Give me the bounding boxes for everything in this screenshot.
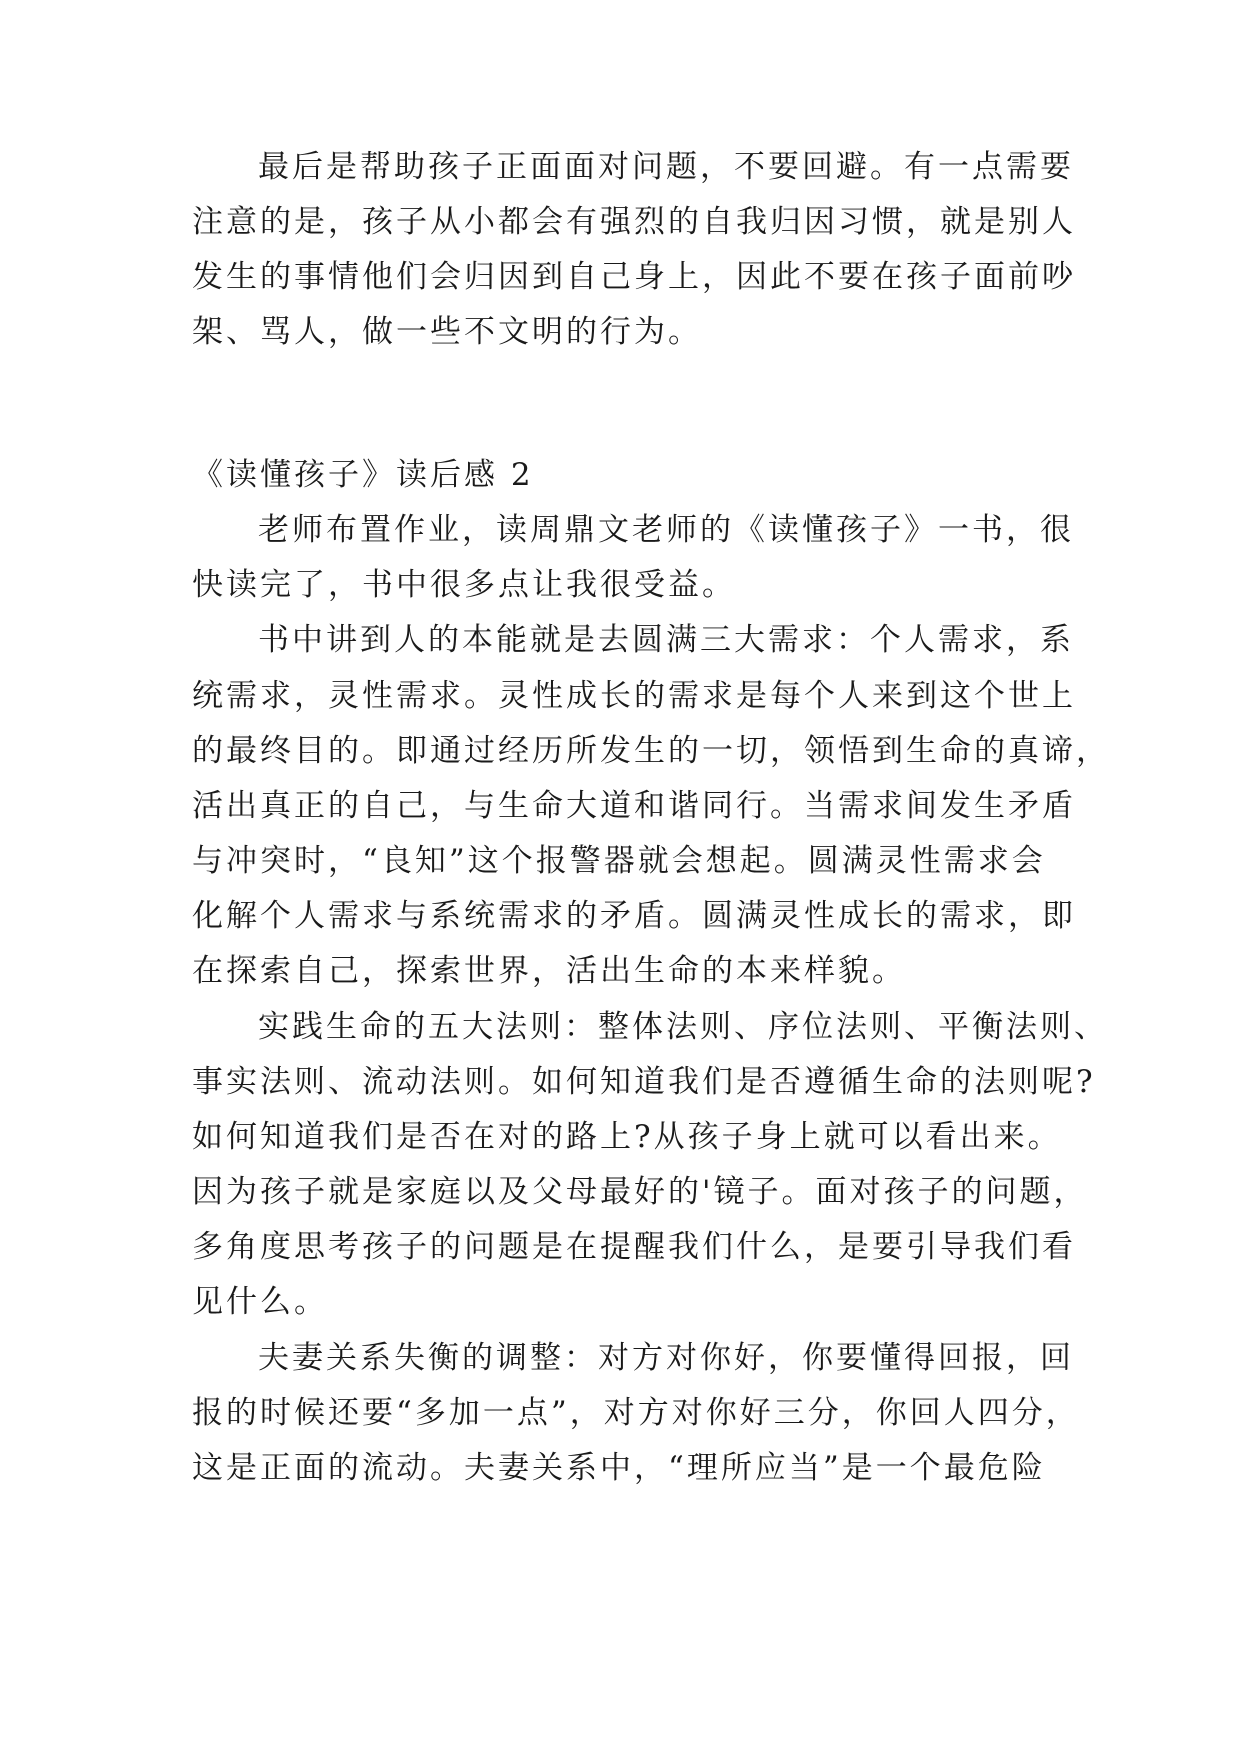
- section-heading: 《读懂孩子》读后感 2: [192, 457, 534, 493]
- paragraph-line: 老师布置作业，读周鼎文老师的《读懂孩子》一书，很: [258, 512, 1074, 548]
- paragraph-line: 见什么。: [192, 1284, 328, 1320]
- paragraph-line: 报的时候还要“多加一点”，对方对你好三分，你回人四分，: [192, 1395, 1080, 1431]
- paragraph-line: 实践生命的五大法则：整体法则、序位法则、平衡法则、: [258, 1009, 1108, 1045]
- paragraph-line: 夫妻关系失衡的调整：对方对你好，你要懂得回报，回: [258, 1340, 1074, 1376]
- paragraph-line: 注意的是，孩子从小都会有强烈的自我归因习惯，就是别人: [192, 204, 1076, 240]
- paragraph-line: 发生的事情他们会归因到自己身上，因此不要在孩子面前吵: [192, 259, 1076, 295]
- paragraph-line: 最后是帮助孩子正面面对问题，不要回避。有一点需要: [258, 149, 1074, 185]
- paragraph-line: 书中讲到人的本能就是去圆满三大需求：个人需求，系: [258, 622, 1074, 658]
- paragraph-line: 在探索自己，探索世界，活出生命的本来样貌。: [192, 953, 906, 989]
- paragraph-line: 统需求，灵性需求。灵性成长的需求是每个人来到这个世上: [192, 678, 1076, 714]
- paragraph-line: 事实法则、流动法则。如何知道我们是否遵循生命的法则呢?: [192, 1064, 1096, 1100]
- paragraph-line: 多角度思考孩子的问题是在提醒我们什么，是要引导我们看: [192, 1229, 1076, 1265]
- paragraph-line: 与冲突时，“良知”这个报警器就会想起。圆满灵性需求会: [192, 843, 1046, 879]
- paragraph-line: 架、骂人，做一些不文明的行为。: [192, 314, 702, 350]
- paragraph-line: 活出真正的自己，与生命大道和谐同行。当需求间发生矛盾: [192, 788, 1076, 824]
- paragraph-line: 如何知道我们是否在对的路上?从孩子身上就可以看出来。: [192, 1119, 1062, 1155]
- paragraph-line: 化解个人需求与系统需求的矛盾。圆满灵性成长的需求，即: [192, 898, 1076, 934]
- paragraph-line: 的最终目的。即通过经历所发生的一切，领悟到生命的真谛，: [192, 733, 1110, 769]
- paragraph-line: 这是正面的流动。夫妻关系中，“理所应当”是一个最危险: [192, 1450, 1046, 1486]
- paragraph-line: 快读完了，书中很多点让我很受益。: [192, 567, 736, 603]
- paragraph-line: 因为孩子就是家庭以及父母最好的'镜子。面对孩子的问题，: [192, 1174, 1088, 1210]
